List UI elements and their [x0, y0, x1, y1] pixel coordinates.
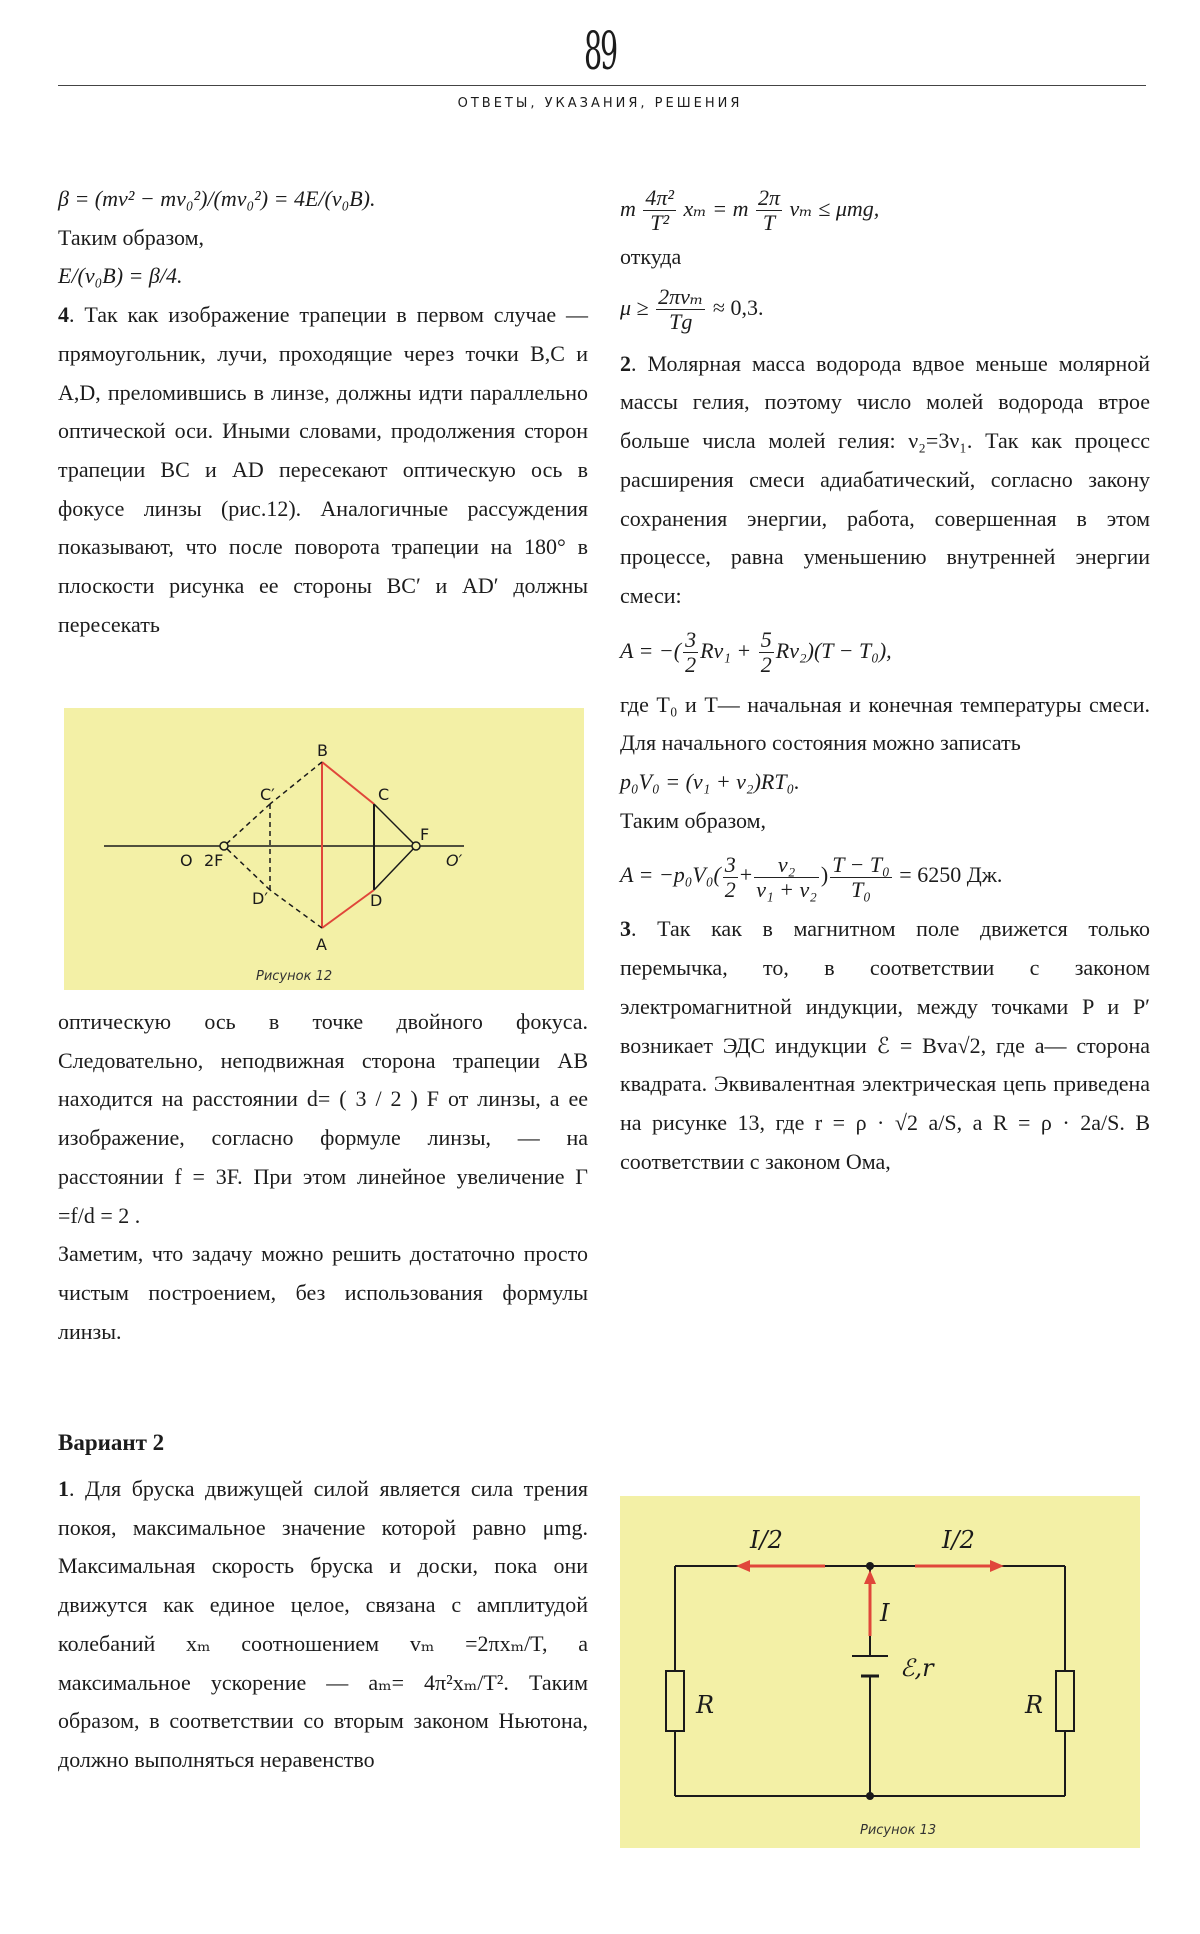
- fraction-denominator: 2: [724, 876, 736, 902]
- fraction-denominator: 2: [685, 652, 697, 678]
- fraction-4pi2-t2: [643, 186, 676, 235]
- fraction-5-2: [759, 628, 774, 677]
- problem-4-body: . Так как изображение трапеции в первом случае — прямоугольник, лучи, проходящие через точки B,C и A,D, преломившись в линзе, должны идти параллельно оптической оси. Иными словами, продолжения сторон трапеции BC и AD пересекают оптическую ось в фокусе линзы (рис.12). Аналогичные рассуждения показывают, что после поворота трапеции на 180° в плоскости рисунка ее стороны BC′ и AD′ должны пересекать: [58, 302, 588, 637]
- figure-13: [620, 1496, 1140, 1848]
- fraction-denominator: Tg: [669, 309, 693, 335]
- problem-2-body: . Молярная масса водорода вдвое меньше молярной массы гелия, поэтому число молей водорода втрое больше числа молей гелия: ν₂=3ν₁. Так как процесс расширения смеси адиабатический, согласно закону сохранения энергии, работа, совершенная в этом процессе, равна уменьшению внутренней энергии смеси:: [620, 350, 1150, 608]
- running-head: ОТВЕТЫ, УКАЗАНИЯ, РЕШЕНИЯ: [457, 96, 743, 111]
- work-result-equation: [620, 840, 1150, 910]
- label-2f: 2F: [204, 851, 224, 870]
- fraction-3-2: [723, 853, 738, 902]
- label-c-prime: C′: [260, 785, 275, 804]
- fraction-nu2: [754, 853, 819, 902]
- fraction-numerator: 3: [724, 851, 736, 877]
- label-a: A: [316, 935, 327, 954]
- top-node: [866, 1562, 874, 1570]
- eq-plus: +: [739, 862, 753, 888]
- figure-12: [64, 708, 584, 990]
- fraction-denominator: 2: [760, 652, 772, 678]
- label-r-right: R: [1025, 1691, 1044, 1719]
- mu-inequality: [620, 277, 1150, 339]
- problem-3-text: [620, 910, 1150, 1181]
- fraction-numerator: 2πvₘ: [658, 283, 704, 309]
- problem-3-number: 3: [620, 916, 631, 942]
- page-number: 89: [583, 22, 616, 82]
- variant-2-problem-1-text: [58, 1470, 588, 1780]
- bottom-node: [866, 1792, 874, 1800]
- label-o: O: [180, 851, 193, 870]
- focus-point: [412, 842, 420, 850]
- left-column-top: [58, 180, 588, 644]
- problem-4-note: Заметим, что задачу можно решить достаточно просто чистым построением, без использования формулы линзы.: [58, 1241, 588, 1344]
- variant-2-problem-1: [58, 1470, 588, 1780]
- beta-equation: β = (mv² − mv₀²)/(mv₀²) = 4E/(v₀B).: [58, 186, 376, 211]
- problem-2-text: [620, 345, 1150, 616]
- header-rule: [58, 85, 1146, 86]
- eq-xm-m: xₘ = m: [683, 196, 749, 221]
- fraction-3-2: [683, 628, 698, 677]
- fraction-denominator: ν₁ + ν₂: [756, 876, 817, 902]
- problem-4-number: 4: [58, 302, 69, 328]
- fraction-numerator: 2π: [758, 185, 781, 211]
- eq-result: = 6250 Дж.: [899, 862, 1003, 888]
- eq-a-left: A = −(: [620, 637, 682, 663]
- label-emf: ℰ,r: [900, 1654, 934, 1682]
- figure-12-drawing: [64, 708, 584, 990]
- eq-approx: ≈ 0,3.: [712, 294, 764, 320]
- problem-4-continuation: оптическую ось в точке двойного фокуса. Следовательно, неподвижная сторона трапеции AB находится на расстоянии d= ( 3 / 2 ) F от линзы, а ее изображение, согласно формуле линзы, — на расстоянии f = 3F. При этом линейное увеличение Γ =f/d = 2 .: [58, 1009, 588, 1228]
- fraction-numerator: ν₂: [754, 853, 819, 878]
- variant-2-problem-1-number: 1: [58, 1476, 69, 1501]
- fraction-denominator: T: [762, 210, 776, 236]
- fraction-denominator: T²: [650, 210, 670, 236]
- figure-13-drawing: [620, 1496, 1140, 1848]
- label-d: D: [370, 891, 383, 910]
- temperature-definition: где T₀ и T— начальная и конечная температуры смеси. Для начального состояния можно записать: [620, 691, 1150, 756]
- fraction-2pi-t: [756, 186, 782, 235]
- problem-3-body: . Так как в магнитном поле движется только перемычка, то, в соответствии с законом электромагнитной индукции, между точками P и P′ возникает ЭДС индукции ℰ = Bva√2, где a— сторона квадрата. Эквивалентная электрическая цепь приведена на рисунке 13, где r = ρ · √2 a/S, а R = ρ · 2a/S. В соответствии с законом Ома,: [620, 916, 1150, 1174]
- eq-mu: μ ≥: [620, 294, 649, 320]
- label-c: C: [378, 785, 390, 804]
- fraction-numerator: 4π²: [645, 185, 675, 211]
- figure-12-caption: Рисунок 12: [256, 969, 333, 984]
- state-equation: p₀V₀ = (ν₁ + ν₂)RT₀.: [620, 769, 800, 795]
- fraction-numerator: T − T₀: [832, 851, 890, 877]
- thus-text: Таким образом,: [58, 224, 205, 250]
- problem-2-number: 2: [620, 350, 631, 376]
- thus-text-2: Таким образом,: [620, 807, 767, 833]
- eq-m: m: [620, 196, 636, 221]
- figure-13-caption: Рисунок 13: [860, 1823, 937, 1838]
- label-r-left: R: [696, 1691, 715, 1719]
- fraction-2pivm-tg: [656, 285, 705, 334]
- label-i-half-right: I/2: [942, 1526, 975, 1554]
- label-f: F: [420, 825, 430, 844]
- fraction-denominator: T₀: [851, 876, 871, 902]
- e-equation: E/(v₀B) = β/4.: [58, 263, 183, 289]
- eq-rnu1: Rν₁ +: [700, 637, 752, 663]
- eq-paren: ): [820, 862, 829, 888]
- variant-2-problem-1-body: . Для бруска движущей силой является сила трения покоя, максимальное значение которой равно μmg. Максимальная скорость бруска и доски, пока они движутся как единое целое, связана с амплитудой колебаний xₘ соотношением vₘ =2πxₘ/T, а максимальное ускорение — aₘ= 4π²xₘ/T². Таким образом, в соответствии со вторым законом Ньютона, должно выполняться неравенство: [58, 1476, 588, 1772]
- label-b: B: [317, 741, 328, 760]
- double-focus-point: [220, 842, 228, 850]
- work-equation: [620, 616, 1150, 686]
- fraction-numerator: 5: [760, 626, 772, 652]
- label-d-prime: D′: [252, 889, 268, 908]
- eq-a2-left: A = −p₀V₀(: [620, 862, 721, 888]
- eq-rnu2: Rν₂)(T − T₀),: [775, 637, 892, 663]
- newton-inequality: [620, 180, 1150, 238]
- problem-4-text: [58, 296, 588, 644]
- left-column-bottom: [58, 1003, 588, 1351]
- label-o-prime: O′: [446, 851, 463, 870]
- label-i: I: [880, 1599, 890, 1627]
- fraction-numerator: 3: [685, 626, 697, 652]
- right-column: [620, 180, 1150, 1181]
- otkuda-text: откуда: [620, 244, 682, 269]
- variant-2-heading: Вариант 2: [58, 1430, 165, 1455]
- label-i-half-left: I/2: [750, 1526, 783, 1554]
- eq-vm-mumg: vₘ ≤ μmg,: [789, 196, 880, 221]
- fraction-temperature: [830, 853, 892, 902]
